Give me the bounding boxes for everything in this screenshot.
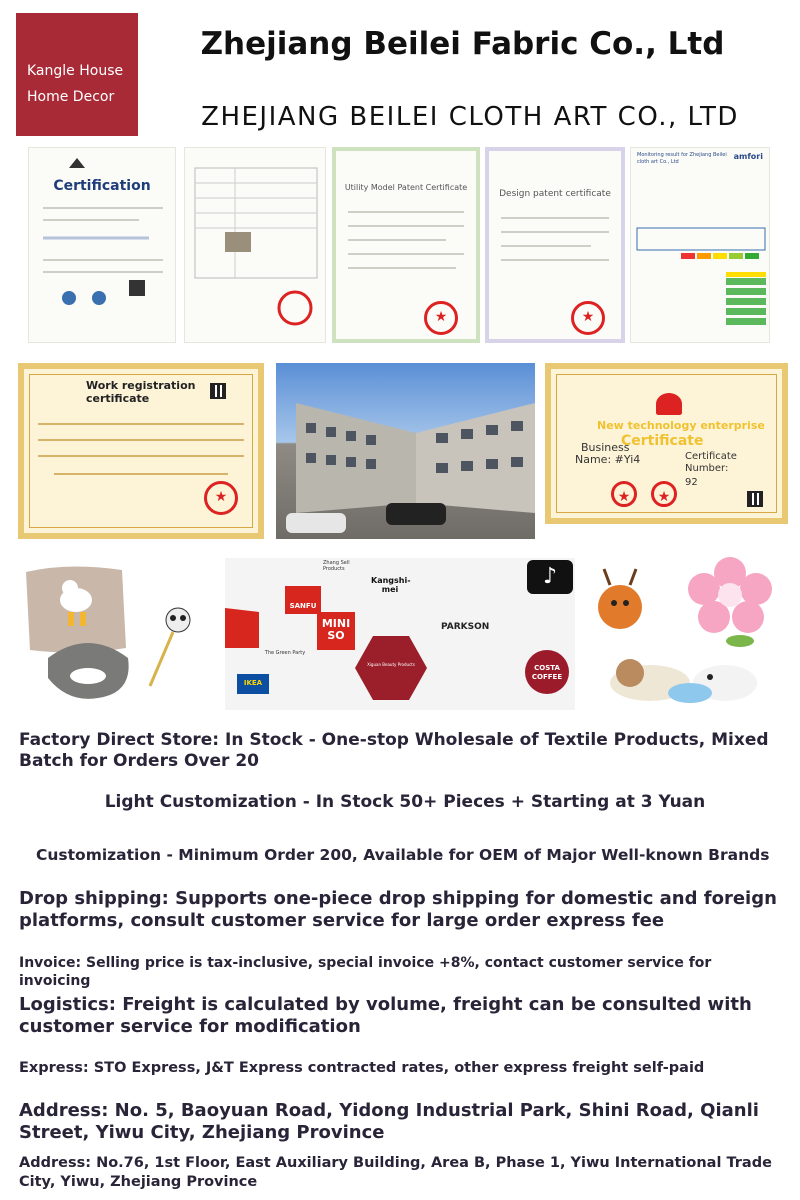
sanfu-logo: SANFU (285, 586, 321, 614)
products-plush-image (590, 555, 780, 715)
utility-patent-title: Utility Model Patent Certificate (344, 183, 468, 192)
logistics-text: Logistics: Freight is calculated by volume, freight can be consulted with customer service for modification (19, 994, 752, 1037)
utility-patent-image (332, 147, 480, 343)
address-2-text: Address: No.76, 1st Floor, East Auxiliary Building, Area B, Phase 1, Yiwu International Trade City, Yiwu, Zhejiang Province (19, 1155, 772, 1190)
certification-image (28, 147, 176, 343)
logo-line-2: Home Decor (27, 89, 115, 105)
ikea-logo: IKEA (237, 674, 269, 694)
express-text: Express: STO Express, J&T Express contracted rates, other express freight self-paid (19, 1060, 705, 1076)
plush-products-graphic (590, 555, 780, 715)
center-hexagon (355, 636, 427, 700)
tech-enterprise-title: New technology enterprise (597, 419, 765, 432)
amfori-report-image (630, 147, 770, 343)
design-patent-image (485, 147, 625, 343)
green-party-logo: The Green Party (264, 650, 306, 656)
business-name: Name: #Yi4 (575, 453, 641, 466)
customization-text: Customization - Minimum Order 200, Available for OEM of Major Well-known Brands (36, 846, 770, 864)
tech-enterprise-image (545, 363, 788, 524)
factory-building-photo (276, 363, 535, 539)
factory-building-graphic (276, 363, 535, 539)
factory-direct-text: Factory Direct Store: In Stock - One-stop Wholesale of Textile Products, Mixed Batch for Orders Over 20 (19, 730, 769, 771)
invoice-text: Invoice: Selling price is tax-inclusive, special invoice +8%, contact customer service for invoicing (19, 955, 712, 989)
certification-label: Certification (53, 178, 151, 194)
address-1-text: Address: No. 5, Baoyuan Road, Yidong Industrial Park, Shini Road, Qianli Street, Yiwu City, Zhejiang Province (19, 1100, 759, 1143)
drop-shipping-text: Drop shipping: Supports one-piece drop shipping for domestic and foreign platforms, consult customer service for large order express fee (19, 888, 777, 931)
partner-brands-image (225, 558, 575, 710)
work-registration-image (18, 363, 264, 539)
business-label: Business (581, 441, 630, 454)
kangshimei-label: Kangshi-mei (371, 576, 411, 594)
amfori-heading: Monitoring result for Zhejiang Beilei cloth art Co., Ltd (637, 152, 727, 165)
logo-line-1: Kangle House (27, 63, 124, 79)
zhang-sell-label: Zhang Sell Products (323, 560, 350, 572)
products-pillows-image (18, 558, 198, 710)
costa-logo: COSTA COFFEE (525, 650, 569, 694)
test-report-image (184, 147, 326, 343)
parkson-logo: PARKSON (441, 622, 490, 632)
page-subtitle: ZHEJIANG BEILEI CLOTH ART CO., LTD (201, 102, 739, 132)
light-customization-text: Light Customization - In Stock 50+ Pieces + Starting at 3 Yuan (104, 792, 706, 812)
company-logo (16, 13, 138, 136)
brand-tile-red (225, 608, 259, 648)
work-registration-title: Work registration certificate (86, 379, 196, 405)
design-patent-title: Design patent certificate (499, 189, 611, 199)
tech-certificate-label: Certificate (621, 433, 704, 449)
amfori-graphic (631, 148, 770, 343)
page-title: Zhejiang Beilei Fabric Co., Ltd (200, 26, 725, 62)
test-report-graphic (185, 148, 326, 343)
tiktok-icon: ♪ (527, 560, 573, 594)
cert-number-label: Certificate Number: (685, 451, 737, 474)
miniso-logo: MINI SO (317, 612, 355, 650)
center-hexagon-label: Xiguan Beauty Products (367, 662, 415, 667)
pillow-products-graphic (18, 558, 198, 710)
amfori-brand: amfori (733, 152, 763, 161)
cert-number: 92 (685, 477, 698, 488)
